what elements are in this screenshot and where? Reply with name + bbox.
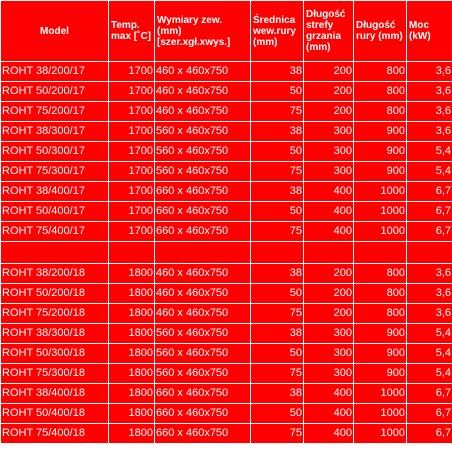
cell-temp-max: 1800 — [109, 264, 154, 283]
cell-tube-length — [354, 242, 406, 263]
cell-temp-max: 1800 — [109, 384, 154, 403]
cell-heating-zone-length: 300 — [304, 162, 353, 181]
cell-tube-length: 900 — [354, 122, 406, 141]
table-row — [1, 162, 452, 181]
header-tube-length: Długość rury (mm) — [354, 1, 406, 61]
cell-power: 5,4 — [407, 162, 452, 181]
header-dimensions: Wymiary zew. (mm) [szer.xgł.xwys.] — [155, 1, 250, 61]
cell-heating-zone-length: 300 — [304, 122, 353, 141]
cell-dimensions: 460 x 460x750 — [155, 304, 250, 323]
cell-heating-zone-length: 300 — [304, 324, 353, 343]
cell-tube-length: 900 — [354, 162, 406, 181]
table-row — [1, 304, 452, 323]
cell-temp-max: 1700 — [109, 62, 154, 81]
cell-inner-diameter: 75 — [251, 222, 303, 241]
cell-power: 6,7 — [407, 404, 452, 423]
cell-inner-diameter: 38 — [251, 324, 303, 343]
cell-power: 3,6 — [407, 304, 452, 323]
cell-tube-length: 1000 — [354, 222, 406, 241]
cell-inner-diameter: 38 — [251, 264, 303, 283]
header-temp-max: Temp. max [˚C] — [109, 1, 154, 61]
cell-inner-diameter: 38 — [251, 182, 303, 201]
cell-temp-max: 1800 — [109, 344, 154, 363]
cell-power: 3,6 — [407, 62, 452, 81]
table-body — [1, 62, 452, 443]
table-row — [1, 424, 452, 443]
cell-temp-max: 1800 — [109, 284, 154, 303]
header-row — [1, 1, 452, 61]
cell-inner-diameter: 38 — [251, 62, 303, 81]
cell-tube-length: 900 — [354, 142, 406, 161]
cell-heating-zone-length: 400 — [304, 384, 353, 403]
table-row — [1, 324, 452, 343]
cell-model: ROHT 38/300/17 — [1, 122, 108, 141]
cell-power: 5,4 — [407, 344, 452, 363]
cell-power: 5,4 — [407, 364, 452, 383]
cell-inner-diameter: 75 — [251, 364, 303, 383]
cell-tube-length: 800 — [354, 264, 406, 283]
cell-inner-diameter: 75 — [251, 102, 303, 121]
cell-temp-max: 1700 — [109, 142, 154, 161]
cell-model — [1, 242, 108, 263]
header-power: Moc (kW) — [407, 1, 452, 61]
cell-model: ROHT 50/400/17 — [1, 202, 108, 221]
cell-power: 3,6 — [407, 102, 452, 121]
cell-dimensions: 660 x 460x750 — [155, 222, 250, 241]
cell-tube-length: 800 — [354, 102, 406, 121]
cell-temp-max: 1800 — [109, 364, 154, 383]
table-row — [1, 364, 452, 383]
cell-heating-zone-length: 400 — [304, 222, 353, 241]
cell-power: 3,6 — [407, 284, 452, 303]
cell-temp-max: 1700 — [109, 82, 154, 101]
cell-heating-zone-length: 200 — [304, 284, 353, 303]
cell-dimensions: 560 x 460x750 — [155, 162, 250, 181]
cell-dimensions: 560 x 460x750 — [155, 364, 250, 383]
cell-heating-zone-length: 200 — [304, 82, 353, 101]
cell-dimensions: 660 x 460x750 — [155, 182, 250, 201]
cell-inner-diameter — [251, 242, 303, 263]
table-row — [1, 82, 452, 101]
cell-tube-length: 1000 — [354, 384, 406, 403]
cell-temp-max: 1800 — [109, 324, 154, 343]
cell-dimensions: 560 x 460x750 — [155, 142, 250, 161]
cell-inner-diameter: 50 — [251, 284, 303, 303]
cell-model: ROHT 38/200/18 — [1, 264, 108, 283]
table-row — [1, 182, 452, 201]
cell-tube-length: 1000 — [354, 182, 406, 201]
cell-temp-max: 1700 — [109, 102, 154, 121]
cell-dimensions: 660 x 460x750 — [155, 384, 250, 403]
cell-temp-max: 1700 — [109, 162, 154, 181]
cell-temp-max: 1800 — [109, 424, 154, 443]
cell-dimensions: 560 x 460x750 — [155, 324, 250, 343]
cell-power: 3,6 — [407, 82, 452, 101]
cell-temp-max: 1700 — [109, 182, 154, 201]
cell-power: 5,4 — [407, 142, 452, 161]
cell-heating-zone-length: 300 — [304, 344, 353, 363]
cell-model: ROHT 75/200/18 — [1, 304, 108, 323]
cell-model: ROHT 75/400/17 — [1, 222, 108, 241]
cell-temp-max: 1800 — [109, 404, 154, 423]
cell-dimensions: 460 x 460x750 — [155, 264, 250, 283]
cell-power: 3,6 — [407, 264, 452, 283]
cell-model: ROHT 75/200/17 — [1, 102, 108, 121]
cell-heating-zone-length: 400 — [304, 404, 353, 423]
table-row — [1, 404, 452, 423]
cell-dimensions: 460 x 460x750 — [155, 102, 250, 121]
cell-heating-zone-length: 200 — [304, 264, 353, 283]
cell-tube-length: 900 — [354, 344, 406, 363]
cell-model: ROHT 38/400/17 — [1, 182, 108, 201]
cell-model: ROHT 38/200/17 — [1, 62, 108, 81]
cell-dimensions: 460 x 460x750 — [155, 284, 250, 303]
cell-model: ROHT 50/300/18 — [1, 344, 108, 363]
cell-heating-zone-length: 200 — [304, 304, 353, 323]
cell-dimensions: 560 x 460x750 — [155, 122, 250, 141]
cell-model: ROHT 50/300/17 — [1, 142, 108, 161]
cell-tube-length: 1000 — [354, 404, 406, 423]
cell-inner-diameter: 38 — [251, 384, 303, 403]
cell-heating-zone-length: 400 — [304, 182, 353, 201]
cell-inner-diameter: 50 — [251, 82, 303, 101]
table-row — [1, 222, 452, 241]
cell-power: 6,7 — [407, 182, 452, 201]
cell-model: ROHT 75/400/18 — [1, 424, 108, 443]
table-row — [1, 344, 452, 363]
table-row — [1, 142, 452, 161]
cell-dimensions: 460 x 460x750 — [155, 82, 250, 101]
cell-tube-length: 1000 — [354, 424, 406, 443]
cell-model: ROHT 75/300/18 — [1, 364, 108, 383]
separator-row — [1, 242, 452, 263]
cell-dimensions: 660 x 460x750 — [155, 424, 250, 443]
cell-power — [407, 242, 452, 263]
cell-model: ROHT 38/400/18 — [1, 384, 108, 403]
cell-dimensions: 660 x 460x750 — [155, 202, 250, 221]
cell-tube-length: 1000 — [354, 202, 406, 221]
cell-heating-zone-length: 200 — [304, 62, 353, 81]
cell-temp-max — [109, 242, 154, 263]
cell-model: ROHT 75/300/17 — [1, 162, 108, 181]
cell-tube-length: 800 — [354, 284, 406, 303]
cell-inner-diameter: 50 — [251, 344, 303, 363]
cell-power: 6,7 — [407, 384, 452, 403]
cell-dimensions: 660 x 460x750 — [155, 404, 250, 423]
table-row — [1, 122, 452, 141]
cell-inner-diameter: 75 — [251, 304, 303, 323]
cell-heating-zone-length — [304, 242, 353, 263]
cell-tube-length: 800 — [354, 82, 406, 101]
cell-heating-zone-length: 300 — [304, 142, 353, 161]
cell-tube-length: 800 — [354, 304, 406, 323]
header-model: Model — [1, 1, 108, 61]
cell-dimensions — [155, 242, 250, 263]
cell-inner-diameter: 38 — [251, 122, 303, 141]
table-row — [1, 284, 452, 303]
cell-tube-length: 900 — [354, 324, 406, 343]
cell-temp-max: 1700 — [109, 202, 154, 221]
cell-dimensions: 460 x 460x750 — [155, 62, 250, 81]
cell-heating-zone-length: 300 — [304, 364, 353, 383]
cell-model: ROHT 50/200/17 — [1, 82, 108, 101]
table-row — [1, 202, 452, 221]
cell-inner-diameter: 50 — [251, 404, 303, 423]
cell-inner-diameter: 50 — [251, 202, 303, 221]
cell-tube-length: 800 — [354, 62, 406, 81]
cell-heating-zone-length: 400 — [304, 424, 353, 443]
cell-model: ROHT 50/400/18 — [1, 404, 108, 423]
cell-model: ROHT 50/200/18 — [1, 284, 108, 303]
table-row — [1, 264, 452, 283]
table-row — [1, 62, 452, 81]
cell-heating-zone-length: 400 — [304, 202, 353, 221]
cell-inner-diameter: 75 — [251, 162, 303, 181]
cell-temp-max: 1700 — [109, 122, 154, 141]
cell-power: 3,6 — [407, 122, 452, 141]
cell-tube-length: 900 — [354, 364, 406, 383]
cell-model: ROHT 38/300/18 — [1, 324, 108, 343]
cell-power: 5,4 — [407, 324, 452, 343]
cell-temp-max: 1800 — [109, 304, 154, 323]
cell-inner-diameter: 75 — [251, 424, 303, 443]
cell-heating-zone-length: 200 — [304, 102, 353, 121]
cell-power: 6,7 — [407, 222, 452, 241]
header-inner-diameter: Średnica wew.rury (mm) — [251, 1, 303, 61]
cell-power: 6,7 — [407, 202, 452, 221]
cell-dimensions: 560 x 460x750 — [155, 344, 250, 363]
header-heating-zone-length: Długość strefy grzania (mm) — [304, 1, 353, 61]
cell-power: 6,7 — [407, 424, 452, 443]
table-row — [1, 384, 452, 403]
cell-temp-max: 1700 — [109, 222, 154, 241]
cell-inner-diameter: 50 — [251, 142, 303, 161]
table-row — [1, 102, 452, 121]
